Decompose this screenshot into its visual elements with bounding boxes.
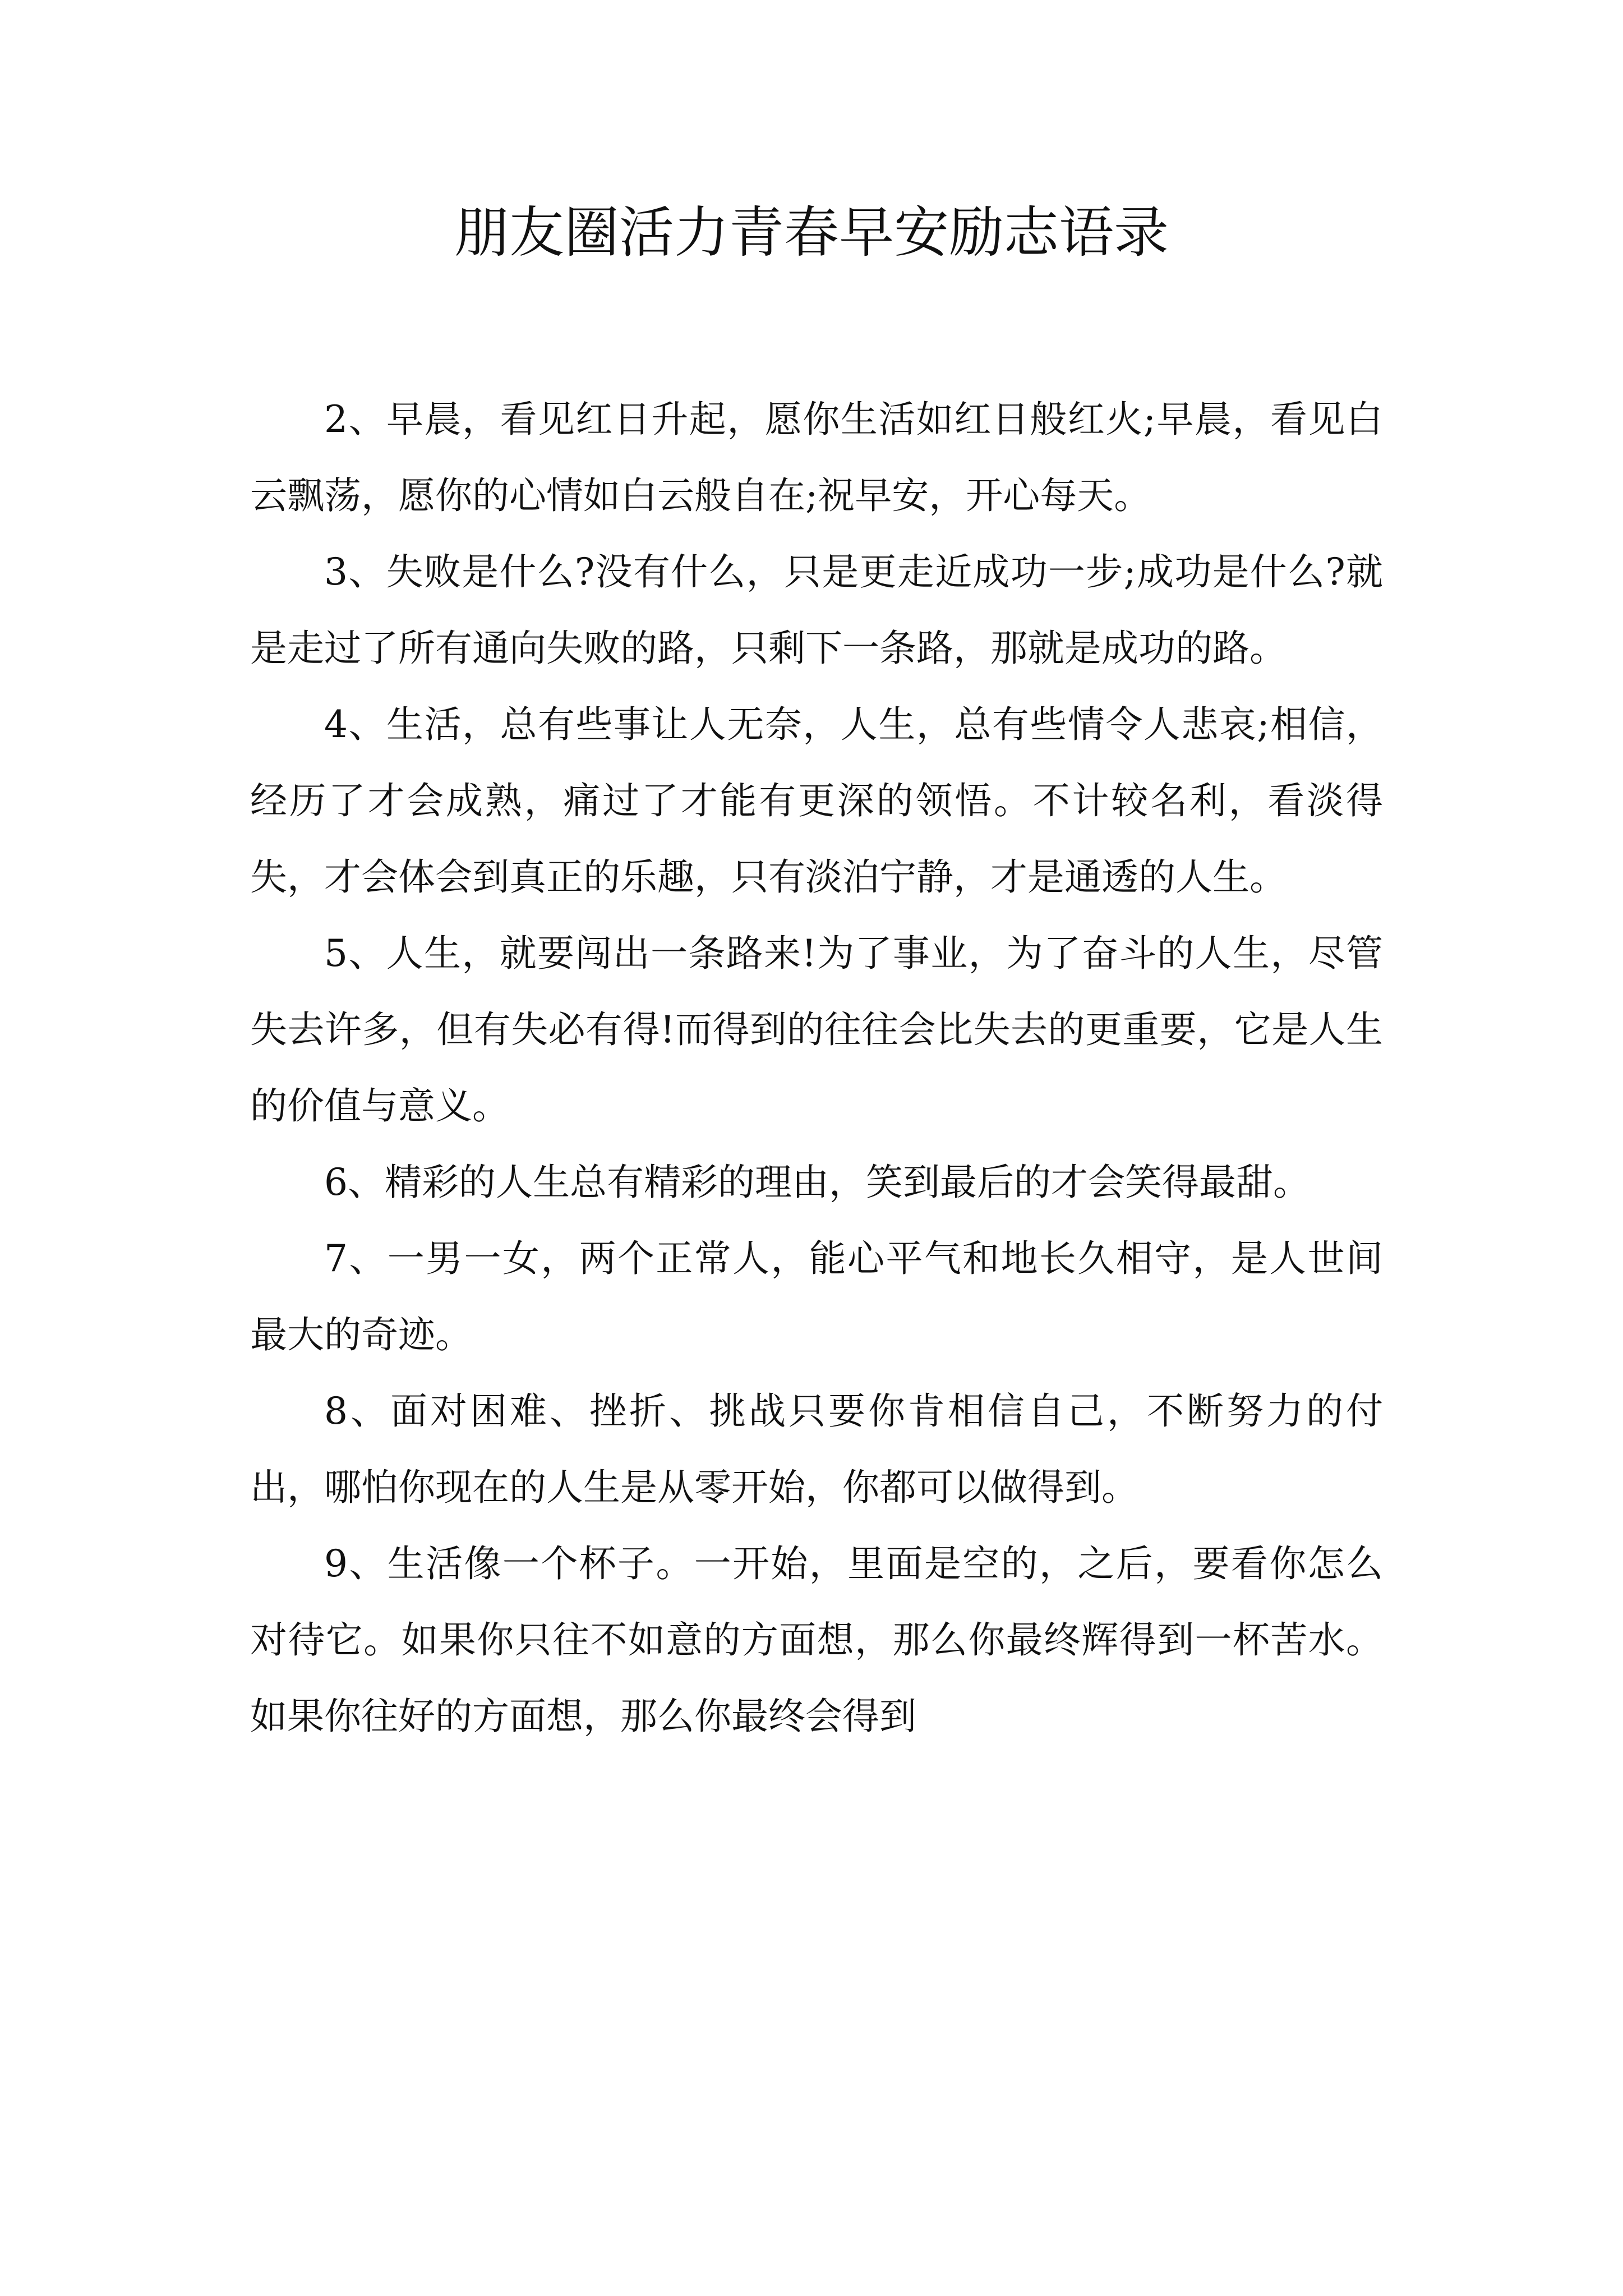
paragraph-7: 7、一男一女，两个正常人，能心平气和地长久相守，是人世间最大的奇迹。 <box>250 1237 1383 1356</box>
paragraph-4: 4、生活，总有些事让人无奈，人生，总有些情令人悲哀;相信，经历了才会成熟，痛过了才能有更深的领悟。不计较名利，看淡得失，才会体会到真正的乐趣，只有淡泊宁静，才是通透的人生。 <box>250 703 1383 899</box>
paragraph-3: 3、失败是什么?没有什么，只是更走近成功一步;成功是什么?就是走过了所有通向失败的路，只剩下一条路，那就是成功的路。 <box>250 550 1383 670</box>
document-body <box>250 381 1383 1755</box>
paragraph-5: 5、人生，就要闯出一条路来!为了事业，为了奋斗的人生，尽管失去许多，但有失必有得!而得到的往往会比失去的更重要，它是人生的价值与意义。 <box>250 932 1383 1128</box>
paragraph-6: 6、精彩的人生总有精彩的理由，笑到最后的才会笑得最甜。 <box>324 1161 1310 1204</box>
document-title: 朋友圈活力青春早安励志语录 <box>454 201 1169 265</box>
paragraph-2: 2、早晨，看见红日升起，愿你生活如红日般红火;早晨，看见白云飘荡，愿你的心情如白云般自在;祝早安，开心每天。 <box>250 398 1383 517</box>
paragraph-9: 9、生活像一个杯子。一开始，里面是空的，之后，要看你怎么对待它。如果你只往不如意的方面想，那么你最终辉得到一杯苦水。如果你往好的方面想，那么你最终会得到 <box>250 1542 1383 1738</box>
paragraph-8: 8、面对困难、挫折、挑战只要你肯相信自己，不断努力的付出，哪怕你现在的人生是从零开始，你都可以做得到。 <box>250 1389 1383 1509</box>
